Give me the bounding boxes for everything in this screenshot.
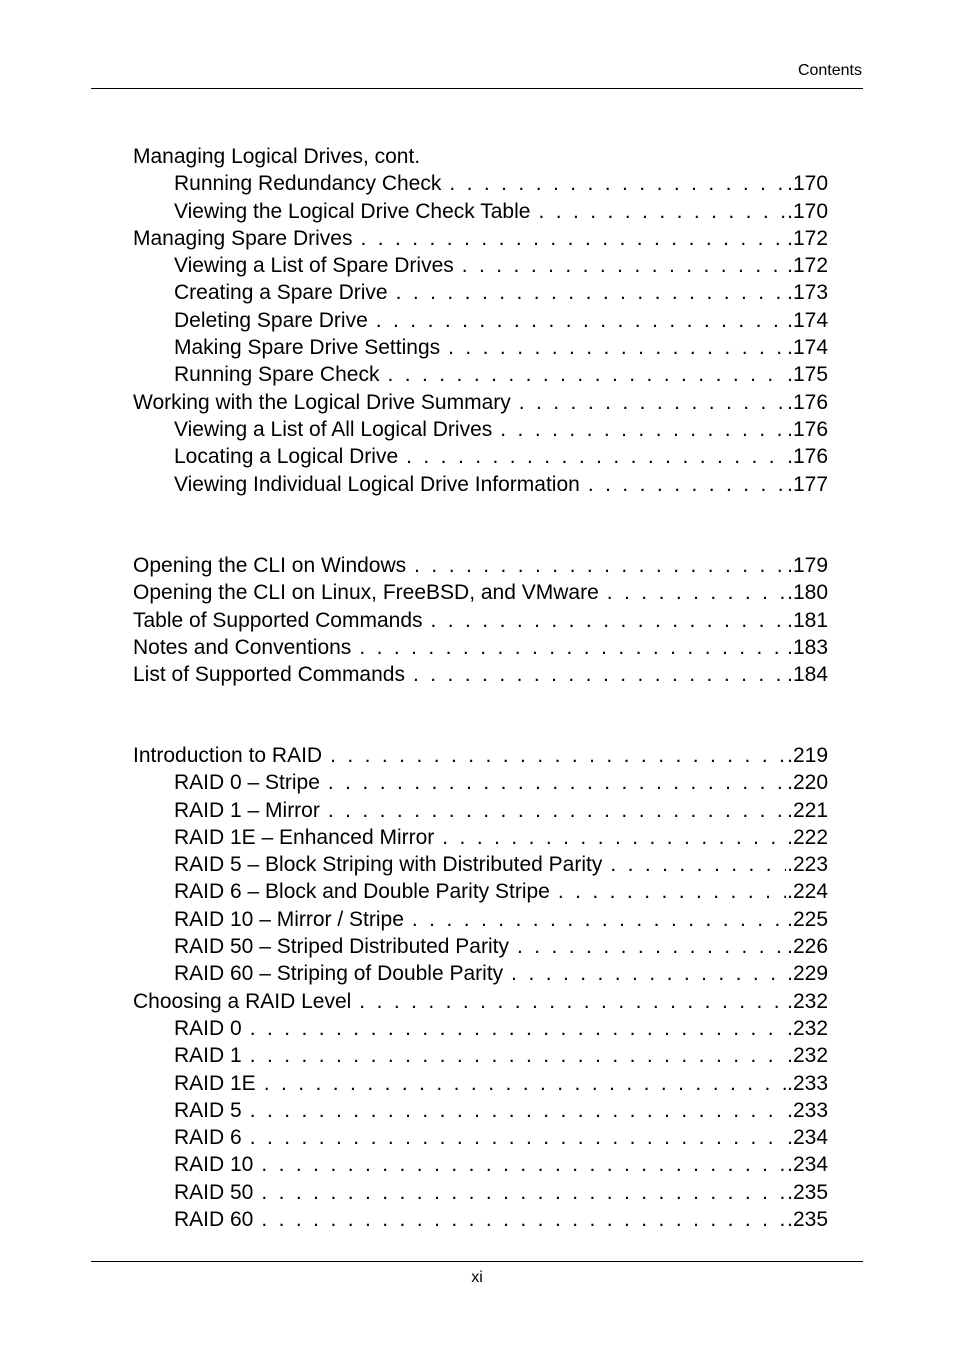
toc-entry-page-number: .224 (787, 880, 828, 904)
toc-entry[interactable] (133, 878, 828, 905)
toc-entry[interactable] (133, 634, 828, 661)
toc-entry-label: RAID 1E – Enhanced Mirror (174, 825, 435, 849)
toc-entry-label: Managing Spare Drives (133, 226, 353, 250)
toc-entry[interactable] (133, 988, 828, 1015)
toc-entry[interactable] (133, 769, 828, 796)
toc-entry-page-number: .232 (787, 1016, 828, 1040)
toc-entry-page-number: .179 (787, 554, 828, 577)
toc-entry[interactable] (133, 170, 828, 197)
toc-entry-label: Choosing a RAID Level (133, 989, 352, 1013)
toc-entry-label: Working with the Logical Drive Summary (133, 390, 511, 414)
dot-leader (412, 906, 786, 933)
toc-entry-page-number: .176 (787, 390, 828, 414)
page-number: xi (471, 1269, 483, 1286)
dot-leader (261, 1206, 786, 1233)
toc-entry-label: Viewing Individual Logical Drive Information (174, 472, 580, 496)
toc-entry-page-number: .232 (787, 1044, 828, 1068)
toc-entry-page-number: .225 (787, 907, 828, 931)
toc-entry[interactable] (133, 1206, 828, 1233)
toc-entry[interactable] (133, 906, 828, 933)
toc-entry-label: RAID 5 (174, 1098, 242, 1122)
dot-leader (261, 1151, 786, 1178)
toc-entry-label: Managing Logical Drives, cont. (133, 145, 421, 168)
toc-entry-label: Running Spare Check (174, 363, 380, 387)
dot-leader (250, 1124, 786, 1151)
dot-leader (261, 1179, 786, 1206)
dot-leader (376, 307, 786, 334)
toc-entry[interactable] (133, 307, 828, 334)
toc-entry-page-number: .172 (787, 226, 828, 250)
toc-entry[interactable] (133, 579, 828, 606)
dot-leader (431, 607, 787, 634)
toc-entry-label: Opening the CLI on Windows (133, 554, 407, 577)
toc-entry-page-number: .172 (787, 254, 828, 278)
toc-entry-label: RAID 6 – Block and Double Parity Stripe (174, 880, 550, 904)
footer-rule (91, 1261, 863, 1262)
toc-entry[interactable] (133, 661, 828, 688)
toc-entry[interactable] (133, 1179, 828, 1206)
dot-leader (610, 851, 786, 878)
toc-entry-page-number: .233 (787, 1098, 828, 1122)
toc-entry[interactable] (133, 1070, 828, 1097)
dot-leader (588, 471, 786, 498)
toc-entry[interactable] (133, 361, 828, 388)
toc-entry-page-number: .176 (787, 417, 828, 441)
toc-entry-label: Introduction to RAID (133, 744, 323, 767)
toc-entry-label: RAID 1 (174, 1044, 242, 1068)
toc-entry-label: Opening the CLI on Linux, FreeBSD, and VMware (133, 581, 599, 605)
toc-entry-label: Locating a Logical Drive (174, 445, 399, 469)
toc-entry[interactable] (133, 1097, 828, 1124)
toc-entry-label: RAID 50 – Striped Distributed Parity (174, 935, 509, 959)
toc-entry-page-number: .174 (787, 336, 828, 360)
dot-leader (538, 198, 786, 225)
toc-entry-page-number: .234 (787, 1153, 828, 1177)
dot-leader (360, 225, 786, 252)
toc-entry[interactable] (133, 225, 828, 252)
toc-entry[interactable] (133, 389, 828, 416)
dot-leader (250, 1015, 786, 1042)
dot-leader (462, 252, 786, 279)
toc-entry[interactable] (133, 960, 828, 987)
dot-leader (250, 1097, 786, 1124)
toc-entry[interactable] (133, 552, 828, 579)
toc-entry-label: Viewing a List of Spare Drives (174, 254, 454, 278)
toc-entry-page-number: .170 (787, 199, 828, 223)
toc-entry-page-number: .184 (787, 663, 828, 687)
dot-leader (558, 878, 786, 905)
toc-entry[interactable] (133, 824, 828, 851)
toc-entry-label: Running Redundancy Check (174, 172, 442, 196)
running-header-title: Contents (797, 62, 862, 79)
toc-entry[interactable] (133, 252, 828, 279)
dot-leader (250, 1042, 786, 1069)
toc-entry[interactable] (133, 471, 828, 498)
toc-entry[interactable] (133, 607, 828, 634)
dot-leader (448, 334, 786, 361)
dot-leader (500, 416, 786, 443)
toc-entry-page-number: .183 (787, 635, 828, 659)
toc-entry-label: Making Spare Drive Settings (174, 336, 441, 360)
toc-entry[interactable] (133, 797, 828, 824)
toc-entry-label: Table of Supported Commands (133, 608, 423, 632)
toc-entry-label: Creating a Spare Drive (174, 281, 388, 305)
dot-leader (359, 634, 786, 661)
toc-entry-page-number: .229 (787, 962, 828, 986)
dot-leader (328, 769, 786, 796)
dot-leader (359, 988, 786, 1015)
toc-entry-label: RAID 0 – Stripe (174, 771, 320, 795)
toc-section-cli (133, 552, 828, 688)
toc-entry[interactable] (133, 851, 828, 878)
toc-entry-page-number: .226 (787, 935, 828, 959)
header-rule (91, 88, 863, 89)
dot-leader (330, 742, 786, 769)
toc-entry-page-number: .173 (787, 281, 828, 305)
toc-entry-label: RAID 10 – Mirror / Stripe (174, 907, 404, 931)
dot-leader (449, 170, 786, 197)
toc-entry[interactable] (133, 416, 828, 443)
toc-entry-label: Notes and Conventions (133, 635, 352, 659)
toc-entry-label: List of Supported Commands (133, 663, 405, 687)
toc-entry[interactable] (133, 1015, 828, 1042)
toc-entry[interactable] (133, 1151, 828, 1178)
toc-entry-label: RAID 0 (174, 1016, 242, 1040)
dot-leader (413, 661, 786, 688)
toc-entry[interactable] (133, 1042, 828, 1069)
toc-entry-page-number: .235 (787, 1180, 828, 1204)
dot-leader (607, 579, 786, 606)
toc-entry-page-number: .235 (787, 1208, 828, 1232)
toc-entry-page-number: .175 (787, 363, 828, 387)
dot-leader (517, 933, 786, 960)
toc-entry-page-number: .234 (787, 1126, 828, 1150)
toc-entry-label: Viewing a List of All Logical Drives (174, 417, 493, 441)
toc-entry[interactable] (133, 933, 828, 960)
toc-section-raid (133, 742, 828, 1233)
toc-entry-page-number: .180 (787, 581, 828, 605)
toc-entry-page-number: .176 (787, 445, 828, 469)
toc-entry[interactable] (133, 198, 828, 225)
dot-leader (328, 797, 786, 824)
toc-entry-page-number: .223 (787, 853, 828, 877)
toc-entry-label: Viewing the Logical Drive Check Table (174, 199, 531, 223)
toc-entry-page-number: .219 (787, 744, 828, 767)
dot-leader (387, 361, 786, 388)
dot-leader (511, 960, 786, 987)
toc-entry-page-number: .174 (787, 308, 828, 332)
toc-entry[interactable] (133, 279, 828, 306)
toc-entry-label: RAID 5 – Block Striping with Distributed Parity (174, 853, 603, 877)
toc-entry-label: RAID 60 (174, 1208, 254, 1232)
toc-entry-page-number: .221 (787, 798, 828, 822)
toc-entry-page-number: .222 (787, 825, 828, 849)
dot-leader (442, 824, 786, 851)
toc-entry-page-number: .170 (787, 172, 828, 196)
toc-entry[interactable] (133, 443, 828, 470)
toc-entry-label: RAID 60 – Striping of Double Parity (174, 962, 504, 986)
toc-entry[interactable] (133, 143, 828, 170)
toc-entry-label: Deleting Spare Drive (174, 308, 368, 332)
dot-leader (519, 389, 786, 416)
toc-entry-page-number: .181 (787, 608, 828, 632)
toc-entry-label: RAID 1E (174, 1071, 256, 1095)
toc-entry-label: RAID 1 – Mirror (174, 798, 320, 822)
toc-entry-label: RAID 10 (174, 1153, 254, 1177)
toc-entry-label: RAID 6 (174, 1126, 242, 1150)
toc-section-logical-drives (133, 143, 828, 498)
dot-leader (264, 1070, 786, 1097)
toc-entry-page-number: .177 (787, 472, 828, 496)
toc-entry[interactable] (133, 1124, 828, 1151)
toc-entry[interactable] (133, 742, 828, 769)
toc-entry[interactable] (133, 334, 828, 361)
toc-entry-label: RAID 50 (174, 1180, 254, 1204)
toc-entry-page-number: .220 (787, 771, 828, 795)
toc-entry-page-number: .232 (787, 989, 828, 1013)
dot-leader (414, 552, 786, 579)
dot-leader (406, 443, 786, 470)
dot-leader (396, 279, 787, 306)
toc-entry-page-number: .233 (787, 1071, 828, 1095)
